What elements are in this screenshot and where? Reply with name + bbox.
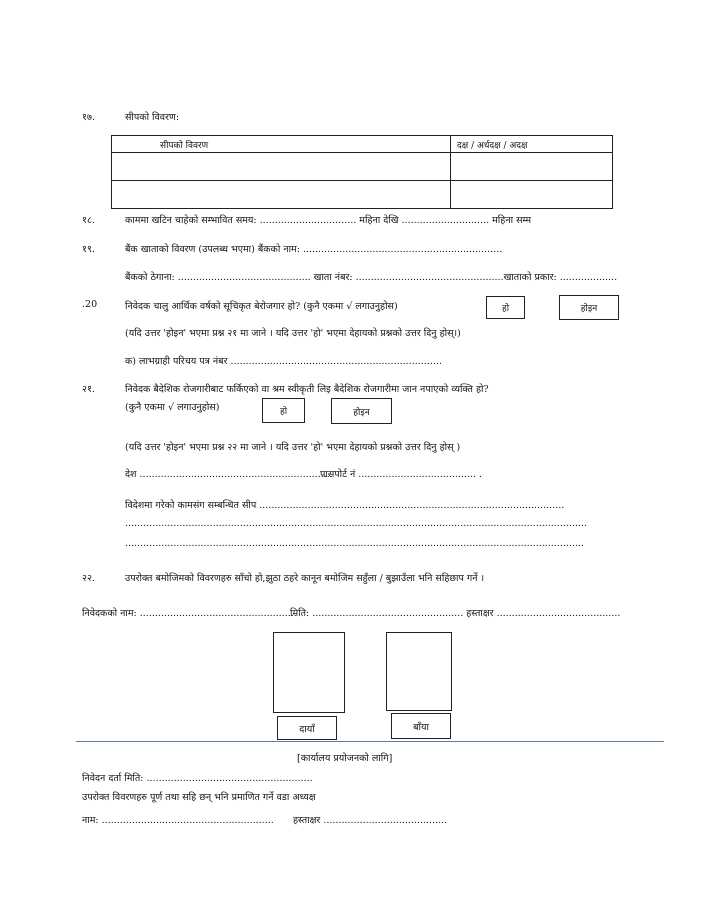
bank-address-account-field[interactable]: बैंकको ठेगाना: ............................................ खाता नंबर: .................................................खाताको प्रकार: ...................	[125, 272, 618, 283]
foreign-employment-question: निवेदक बैदेशिक रोजगारीबाट फर्किएको वा श्रम स्वीकृती लिइ बैदेशिक रोजगारीमा जान नपाएको व्यक्ति हो?	[125, 384, 489, 395]
country-field[interactable]: देश ................................................................	[125, 469, 333, 480]
unemployed-question: निवेदक चालु आर्थिक वर्षको सूचिकृत बेरोजगार हो? (कुनै एकमा √ लगाउनुहोस)	[125, 301, 398, 312]
yes-checkbox[interactable]: हो	[262, 398, 305, 423]
divider	[76, 741, 664, 742]
foreign-skill-line-2[interactable]: .........................................................................................................................................................	[125, 518, 588, 529]
section-18-number: १८.	[82, 215, 95, 226]
skill-description-cell[interactable]	[112, 181, 451, 209]
ward-chair-verification: उपरोक्त विवरणहरु पूर्ण तथा सहि छन् भनि प्रमाणित गर्ने वडा अध्यक्ष	[82, 792, 316, 803]
no-checkbox[interactable]: होइन	[331, 398, 392, 424]
tick-instruction: (कुनै एकमा √ लगाउनुहोस)	[125, 402, 220, 413]
declaration-text: उपरोक्त बमोजिमको विवरणहरु साँचो हो,झुठा ठहरे कानून बमोजिम सहुँला / बुझाउँला भनि सहिछाप गर्ने ।	[125, 573, 485, 584]
foreign-skill-field[interactable]: विदेशमा गरेको कामसंग सम्बन्धित सीप .....................................................................................................	[125, 500, 565, 511]
section-22-number: २२.	[82, 573, 95, 584]
office-name-field[interactable]: नाम: .........................................................	[82, 815, 274, 826]
section-17-title: सीपको विवरण:	[125, 112, 180, 123]
skill-description-header: सीपको विवरण	[112, 136, 451, 153]
section-21-number: २१.	[82, 384, 95, 395]
skill-level-cell[interactable]	[451, 181, 613, 209]
section-20-number: .20	[82, 299, 98, 310]
office-use-title: [कार्यालय प्रयोजनको लागि]	[297, 753, 393, 764]
right-thumbprint-box[interactable]	[273, 632, 345, 713]
applicant-name-field[interactable]: निवेदकको नाम: ....................................................	[82, 608, 297, 619]
yes-checkbox[interactable]: हो	[486, 296, 525, 319]
left-thumb-label: बाँया	[391, 713, 451, 739]
skill-level-header: दक्ष / अर्धदक्ष / अदक्ष	[451, 136, 613, 153]
section-17-number: १७.	[82, 112, 95, 123]
table-row	[112, 153, 613, 181]
office-signature-field[interactable]: हस्ताक्षर .........................................	[293, 815, 448, 826]
left-thumbprint-box[interactable]	[386, 632, 452, 711]
no-checkbox[interactable]: होइन	[559, 295, 619, 320]
right-thumb-label: दायाँ	[277, 716, 337, 740]
section-20-note: (यदि उत्तर 'होइन' भएमा प्रश्न २१ मा जाने । यदि उत्तर 'हो' भएमा देहायको प्रश्नको उत्तर दिनु होस्।)	[125, 328, 461, 339]
table-header-row	[112, 136, 613, 153]
section-21-note: (यदि उत्तर 'होइन' भएमा प्रश्न २२ मा जाने । यदि उत्तर 'हो' भएमा देहायको प्रश्नको उत्तर दिनु होस् )	[125, 442, 461, 453]
foreign-skill-line-3[interactable]: ........................................................................................................................................................	[125, 538, 585, 549]
skill-level-cell[interactable]	[451, 153, 613, 181]
passport-field[interactable]: पासपोर्ट नं ....................................... .	[320, 469, 483, 480]
bank-name-field[interactable]: बैंक खाताको विवरण (उपलब्ध भएमा) बैंकको नाम: ..................................................................	[125, 244, 503, 255]
skills-table	[111, 135, 613, 209]
section-19-number: १९.	[82, 244, 95, 255]
table-row	[112, 181, 613, 209]
beneficiary-id-field[interactable]: क) लाभग्राही परिचय पत्र नंबर ......................................................................	[125, 356, 442, 367]
date-signature-field[interactable]: मिति: .................................................. हस्ताक्षर .........................................	[290, 608, 621, 619]
skill-description-cell[interactable]	[112, 153, 451, 181]
registration-date-field[interactable]: निवेदन दर्ता मिति: .......................................................	[82, 773, 313, 784]
work-duration-field[interactable]: काममा खटिन चाहेको सम्भावित समय: ................................ महिना देखि ............................. महिना सम्म	[125, 215, 532, 226]
